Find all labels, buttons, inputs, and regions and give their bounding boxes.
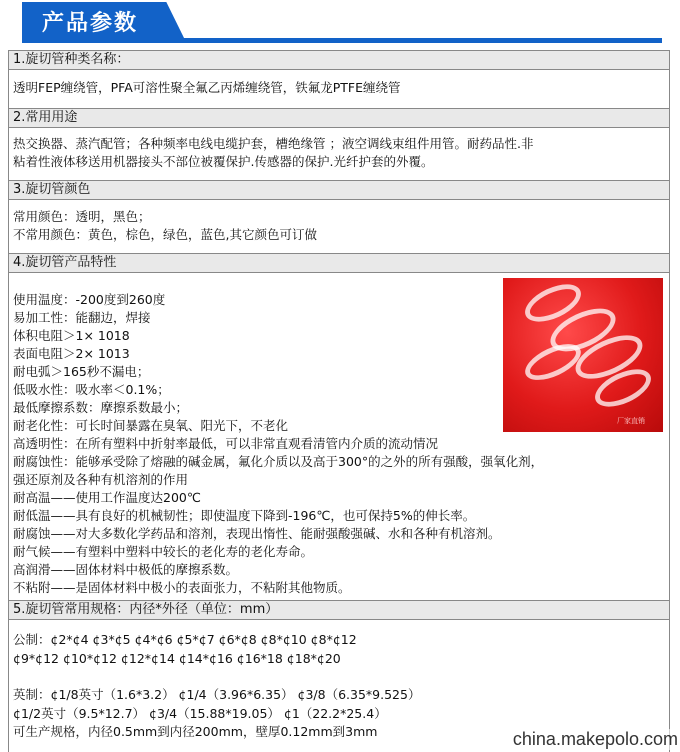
section-1-line: 透明FEP缠绕管，PFA可溶性聚全氟乙丙烯缠绕管，铁氟龙PTFE缠绕管 [13,80,401,95]
section-3-line: 不常用颜色：黄色，棕色，绿色，蓝色,其它颜色可订做 [13,227,317,242]
section-4-heading: 4.旋切管产品特性 [9,253,669,273]
section-5-line: ¢1/2英寸（9.5*12.7） ¢3/4（15.88*19.05） ¢1（22.2*25.4） [13,706,387,721]
section-4-line: 高润滑——固体材料中极低的摩擦系数。 [13,562,239,577]
section-5-heading: 5.旋切管常用规格：内径*外径（单位：mm） [9,600,669,620]
section-4-line: 强还原剂及各种有机溶剂的作用 [13,472,189,487]
section-4-line: 易加工性：能翻边，焊接 [13,310,151,325]
section-4-line: 耐电弧＞165秒不漏电； [13,364,150,379]
section-5-line: 公制：¢2*¢4 ¢3*¢5 ¢4*¢6 ¢5*¢7 ¢6*¢8 ¢8*¢10 ¢8*¢12 [13,632,357,647]
spiral-wrap-tube-photo [503,278,663,432]
section-5-line: ¢9*¢12 ¢10*¢12 ¢12*¢14 ¢14*¢16 ¢16*18 ¢18*¢20 [13,651,341,666]
section-3-line: 常用颜色：透明，黑色； [13,209,151,224]
section-2-line: 粘着性液体移送用机器接头不部位被覆保护.传感器的保护.光纤护套的外覆。 [13,154,434,169]
section-4-line: 耐腐蚀——对大多数化学药品和溶剂，表现出惰性、能耐强酸强碱、水和各种有机溶剂。 [13,526,501,541]
section-4-line: 不粘附——是固体材料中极小的表面张力，不粘附其他物质。 [13,580,351,595]
section-4-line: 高透明性：在所有塑料中折射率最低，可以非常直观看清管内介质的流动情况 [13,436,439,451]
site-watermark: china.makepolo.com [512,729,678,749]
section-4-line: 耐腐蚀性：能够承受除了熔融的碱金属，氟化介质以及高于300°的之外的所有强酸，强氧化剂， [13,454,544,469]
section-4-line: 最低摩擦系数：摩擦系数最小； [13,400,189,415]
section-4-line: 耐高温——使用工作温度达200℃ [13,490,201,505]
section-4-line: 体积电阻＞1× 1018 [13,328,130,343]
section-2-line: 热交换器、蒸汽配管；各种频率电线电缆护套，槽绝缘管 ；液空调线束组件用管。耐药品性.非 [13,136,534,151]
header-underline [22,38,662,43]
section-2-heading: 2.常用用途 [9,108,669,128]
spec-table [8,50,670,752]
page-header [0,0,680,46]
section-4-line: 耐低温——具有良好的机械韧性；即使温度下降到-196℃，也可保持5%的伸长率。 [13,508,476,523]
section-4-line: 耐老化性：可长时间暴露在臭氧、阳光下，不老化 [13,418,289,433]
section-5-line: 英制：¢1/8英寸（1.6*3.2） ¢1/4（3.96*6.35） ¢3/8（6.35*9.525） [13,687,421,702]
section-4-line: 耐气候——有塑料中塑料中较长的老化寿的老化寿命。 [13,544,314,559]
page-title: 产品参数 [42,11,139,36]
section-4-line: 表面电阻＞2× 1013 [13,346,130,361]
section-5-line: 可生产规格，内径0.5mm到内径200mm，壁厚0.12mm到3mm [13,724,378,739]
photo-watermark: 厂家直销 [617,417,645,425]
section-3-heading: 3.旋切管颜色 [9,180,669,200]
section-1-heading: 1.旋切管种类名称： [9,50,669,70]
section-4-line: 低吸水性：吸水率＜0.1%； [13,382,170,397]
section-4-line: 使用温度：-200度到260度 [13,292,166,307]
